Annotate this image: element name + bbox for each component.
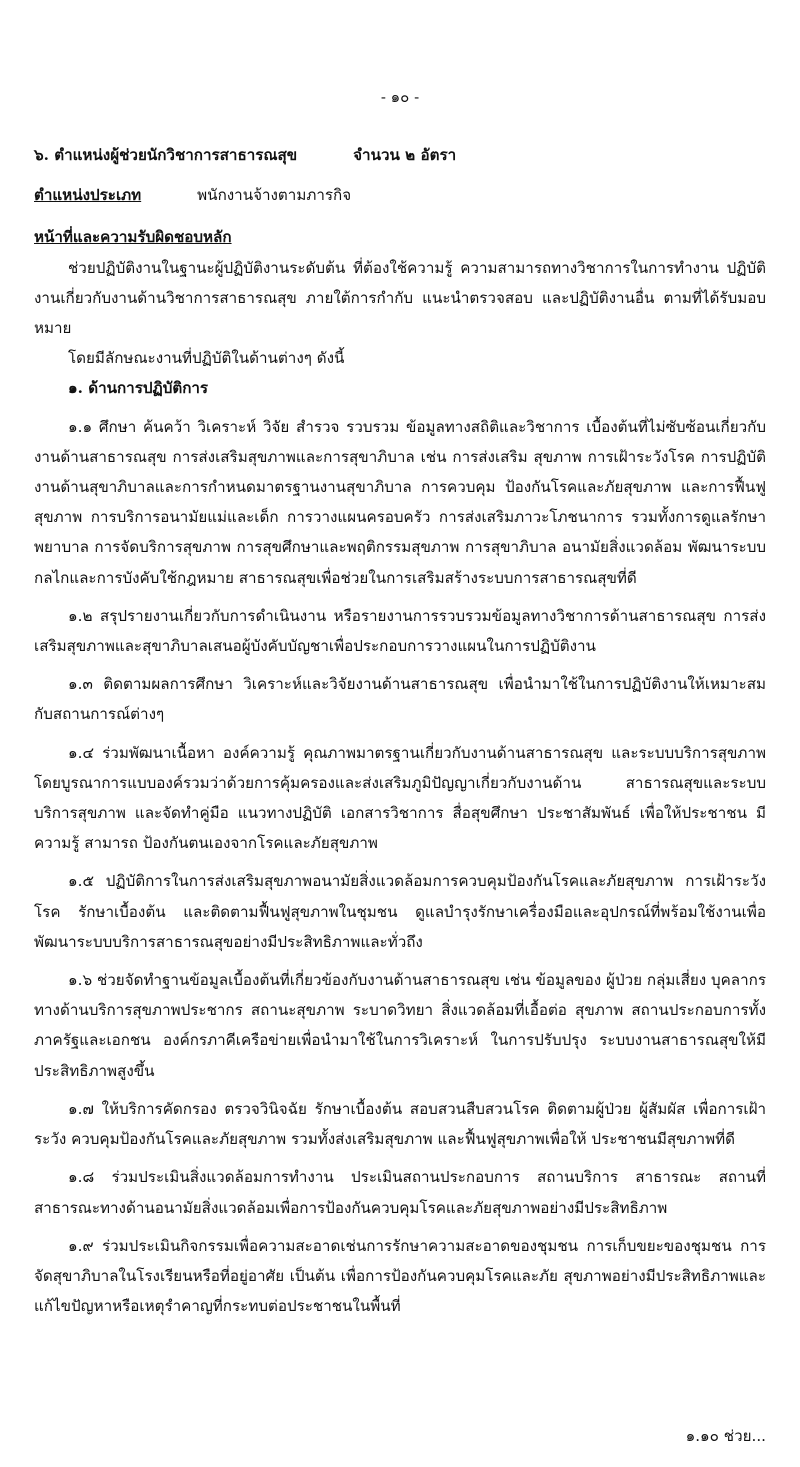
duty-item: ๑.๗ ให้บริการคัดกรอง ตรวจวินิจฉัย รักษาเบื้องต้น สอบสวนสืบสวนโรค ติดตามผู้ป่วย ผู้สัมผัส เพื่อการเฝ้าระวัง ควบคุมป้องกันโรคและภัยสุขภาพ รวมทั้งส่งเสริมสุขภาพ และฟื้นฟูสุขภาพเพื่อให้ ประชาชนมีสุขภาพที่ดี bbox=[34, 1099, 766, 1149]
duty-item: ๑.๒ สรุปรายงานเกี่ยวกับการดำเนินงาน หรือรายงานการรวบรวมข้อมูลทางวิชาการด้านสาธารณสุข การส่งเสริมสุขภาพและสุขาภิบาลเสนอผู้บังคับบัญชาเพื่อประกอบการวางแผนในการปฏิบัติงาน bbox=[34, 606, 766, 656]
intro-paragraph: ช่วยปฏิบัติงานในฐานะผู้ปฏิบัติงานระดับต้น ที่ต้องใช้ความรู้ ความสามารถทางวิชาการในการทำงาน ปฏิบัติงานเกี่ยวกับงานด้านวิชาการสาธารณสุข ภายใต้การกำกับ แนะนำตรวจสอบ และปฏิบัติงานอื่น ตามที่ได้รับมอบหมาย bbox=[34, 258, 766, 338]
duty-item: ๑.๔ ร่วมพัฒนาเนื้อหา องค์ความรู้ คุณภาพมาตรฐานเกี่ยวกับงานด้านสาธารณสุข และระบบบริการสุขภาพโดยบูรณาการแบบองค์รวมว่าด้วยการคุ้มครองและส่งเสริมภูมิปัญญาเกี่ยวกับงานด้าน สาธารณสุขและระบบบริการสุขภาพ และจัดทำคู่มือ แนวทางปฏิบัติ เอกสารวิชาการ สื่อสุขศึกษา ประชาสัมพันธ์ เพื่อให้ประชาชน มีความรู้ สามารถ ป้องกันตนเองจากโรคและภัยสุขภาพ bbox=[34, 743, 766, 853]
lead-paragraph: โดยมีลักษณะงานที่ปฏิบัติในด้านต่างๆ ดังนี้ bbox=[68, 349, 345, 368]
duty-item: ๑.๕ ปฏิบัติการในการส่งเสริมสุขภาพอนามัยสิ่งแวดล้อมการควบคุมป้องกันโรคและภัยสุขภาพ การเฝ้าระวังโรค รักษาเบื้องต้น และติดตามฟื้นฟูสุขภาพในชุมชน ดูแลบำรุงรักษาเครื่องมือและอุปกรณ์ที่พร้อมใช้งานเพื่อพัฒนาระบบบริการสาธารณสุขอย่างมีประสิทธิภาพและทั่วถึง bbox=[34, 872, 766, 951]
duties-heading: หน้าที่และความรับผิดชอบหลัก bbox=[34, 228, 232, 247]
position-count: จำนวน ๒ อัตรา bbox=[353, 146, 457, 164]
position-type-value: พนักงานจ้างตามภารกิจ bbox=[197, 186, 352, 205]
position-title: ๖. ตำแหน่งผู้ช่วยนักวิชาการสาธารณสุข bbox=[34, 146, 298, 164]
duty-item: ๑.๑ ศึกษา ค้นคว้า วิเคราะห์ วิจัย สำรวจ รวบรวม ข้อมูลทางสถิติและวิชาการ เบื้องต้นที่ไม่ซับซ้อนเกี่ยวกับงานด้านสาธารณสุข การส่งเสริมสุขภาพและการสุขาภิบาล เช่น การส่งเสริม สุขภาพ การเฝ้าระวังโรค การปฏิบัติงานด้านสุขาภิบาลและการกำหนดมาตรฐานงานสุขาภิบาล การควบคุม ป้องกันโรคและภัยสุขภาพ และการฟื้นฟูสุขภาพ การบริการอนามัยแม่และเด็ก การวางแผนครอบครัว การส่งเสริมภาวะโภชนาการ รวมทั้งการดูแลรักษาพยาบาล การจัดบริการสุขภาพ การสุขศึกษาและพฤติกรรมสุขภาพ การสุขาภิบาล อนามัยสิ่งแวดล้อม พัฒนาระบบกลไกและการบังคับใช้กฎหมาย สาธารณสุขเพื่อช่วยในการเสริมสร้างระบบการสาธารณสุขที่ดี bbox=[34, 417, 766, 587]
duty-item: ๑.๙ ร่วมประเมินกิจกรรมเพื่อความสะอาดเช่นการรักษาความสะอาดของชุมชน การเก็บขยะของชุมชน การจัดสุขาภิบาลในโรงเรียนหรือที่อยู่อาศัย เป็นต้น เพื่อการป้องกันควบคุมโรคและภัย สุขภาพอย่างมีประสิทธิภาพและแก้ไขปัญหาหรือเหตุรำคาญที่กระทบต่อประชาชนในพื้นที่ bbox=[34, 1236, 766, 1316]
position-type-row bbox=[34, 180, 766, 210]
position-type-label: ตำแหน่งประเภท bbox=[34, 186, 142, 205]
duty-item: ๑.๖ ช่วยจัดทำฐานข้อมูลเบื้องต้นที่เกี่ยวข้องกับงานด้านสาธารณสุข เช่น ข้อมูลของ ผู้ป่วย กลุ่มเสี่ยง บุคลากรทางด้านบริการสุขภาพประชากร สถานะสุขภาพ ระบาดวิทยา สิ่งแวดล้อมที่เอื้อต่อ สุขภาพ สถานประกอบการทั้งภาครัฐและเอกชน องค์กรภาคีเครือข่ายเพื่อนำมาใช้ในการวิเคราะห์ ในการปรับปรุง ระบบงานสาธารณสุขให้มีประสิทธิภาพสูงขึ้น bbox=[34, 971, 766, 1080]
continuation-marker: ๑.๑๐ ช่วย... bbox=[685, 1427, 766, 1445]
section-title: ๑. ด้านการปฏิบัติการ bbox=[68, 379, 209, 398]
duty-item: ๑.๓ ติดตามผลการศึกษา วิเคราะห์และวิจัยงานด้านสาธารณสุข เพื่อนำมาใช้ในการปฏิบัติงานให้เหมาะสมกับสถานการณ์ต่างๆ bbox=[34, 675, 766, 724]
position-heading bbox=[34, 140, 766, 170]
duty-item: ๑.๘ ร่วมประเมินสิ่งแวดล้อมการทำงาน ประเมินสถานประกอบการ สถานบริการ สาธารณะ สถานที่สาธารณะทางด้านอนามัยสิ่งแวดล้อมเพื่อการป้องกันควบคุมโรคและภัยสุขภาพอย่างมีประสิทธิภาพ bbox=[34, 1168, 766, 1217]
page-number: - ๑๐ - bbox=[380, 88, 420, 106]
